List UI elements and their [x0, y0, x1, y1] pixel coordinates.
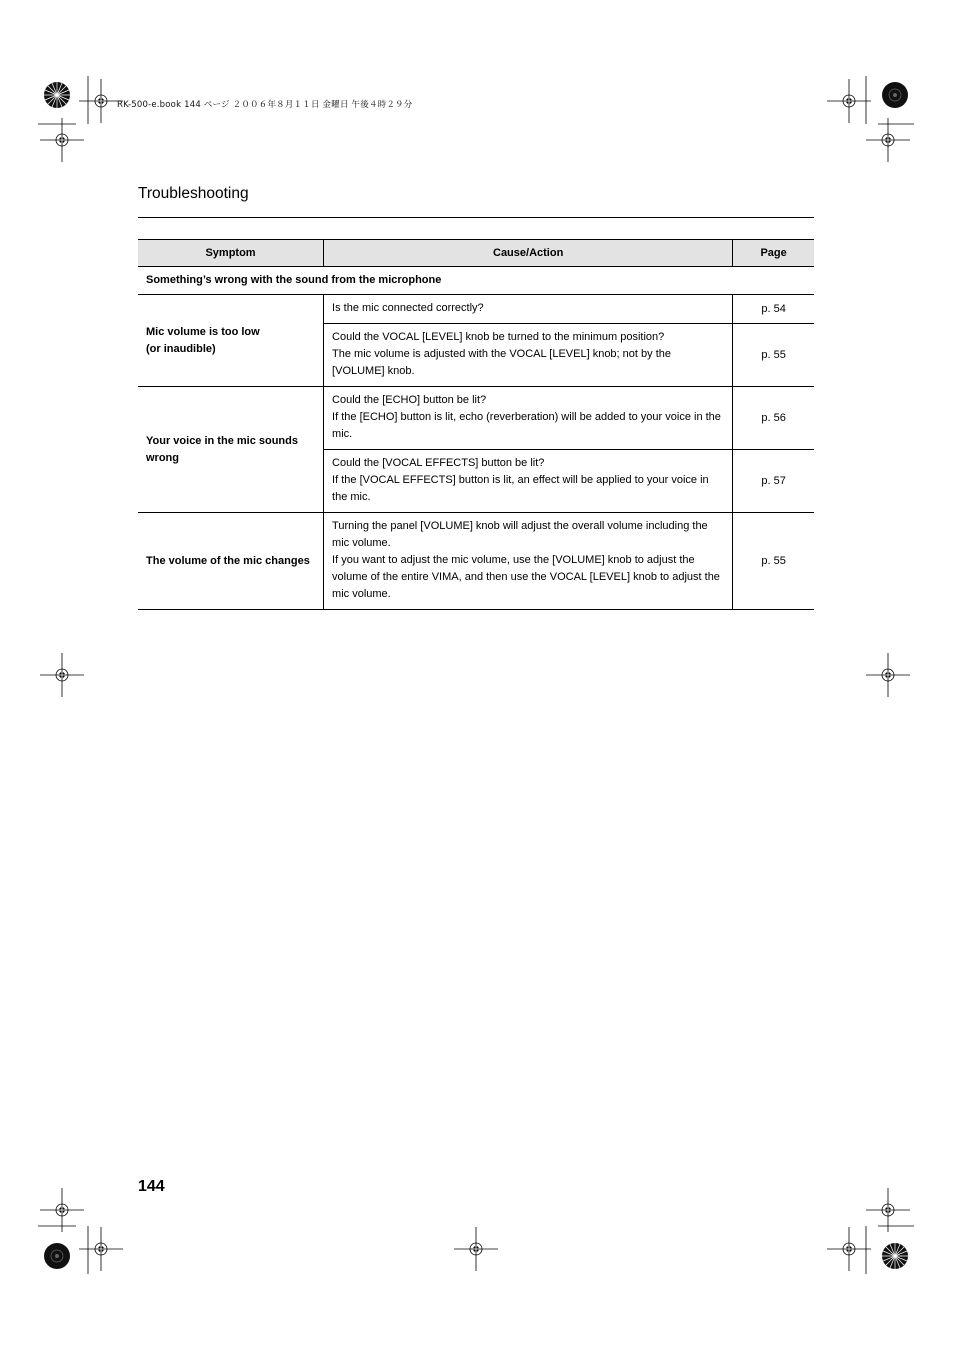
symptom-cell	[138, 387, 324, 513]
troubleshooting-table	[138, 239, 814, 610]
group-heading-row	[138, 267, 814, 295]
cause-line: If the [ECHO] button is lit, echo (reverberation) will be added to your voice in the mic.	[332, 411, 721, 440]
cause-cell	[324, 295, 733, 324]
symptom-line: (or inaudible)	[146, 342, 216, 355]
cause-line: Is the mic connected correctly?	[332, 302, 484, 314]
cause-line: If the [VOCAL EFFECTS] button is lit, an effect will be applied to your voice in the mic.	[332, 474, 709, 503]
section-title: Troubleshooting	[138, 185, 249, 202]
symptom-line: Your voice in the mic sounds wrong	[146, 434, 298, 464]
header-page: Page	[733, 240, 814, 267]
page-ref: p. 55	[733, 513, 814, 610]
table-row	[138, 387, 814, 450]
cause-line: Could the [VOCAL EFFECTS] button be lit?	[332, 457, 545, 469]
header-symptom: Symptom	[138, 240, 324, 267]
symptom-line: The volume of the mic changes	[146, 554, 310, 567]
cause-line: Could the [ECHO] button be lit?	[332, 394, 487, 406]
cause-line: Could the VOCAL [LEVEL] knob be turned to the minimum position?	[332, 331, 665, 343]
page-ref: p. 56	[733, 387, 814, 450]
title-rule	[138, 217, 814, 218]
cause-line: If you want to adjust the mic volume, use the [VOLUME] knob to adjust the volume of the entire VIMA, and then use the VOCAL [LEVEL] knob to adjust the mic volume.	[332, 554, 720, 600]
table-header-row	[138, 240, 814, 267]
symptom-cell	[138, 295, 324, 387]
cause-cell	[324, 387, 733, 450]
page-ref: p. 54	[733, 295, 814, 324]
table-row	[138, 513, 814, 610]
print-header: RK-500-e.book 144 ページ ２００６年８月１１日 金曜日 午後４時２９分	[117, 100, 413, 110]
cause-cell	[324, 513, 733, 610]
page-ref: p. 55	[733, 324, 814, 387]
cause-line: The mic volume is adjusted with the VOCAL [LEVEL] knob; not by the [VOLUME] knob.	[332, 348, 671, 377]
cause-cell	[324, 324, 733, 387]
header-cause-action: Cause/Action	[324, 240, 733, 267]
page-ref: p. 57	[733, 450, 814, 513]
cause-line: Turning the panel [VOLUME] knob will adjust the overall volume including the mic volume.	[332, 520, 708, 549]
cause-cell	[324, 450, 733, 513]
symptom-cell	[138, 513, 324, 610]
table-row	[138, 295, 814, 324]
group-heading: Something’s wrong with the sound from the microphone	[138, 267, 814, 295]
page-number: 144	[138, 1178, 165, 1195]
symptom-line: Mic volume is too low	[146, 325, 260, 338]
